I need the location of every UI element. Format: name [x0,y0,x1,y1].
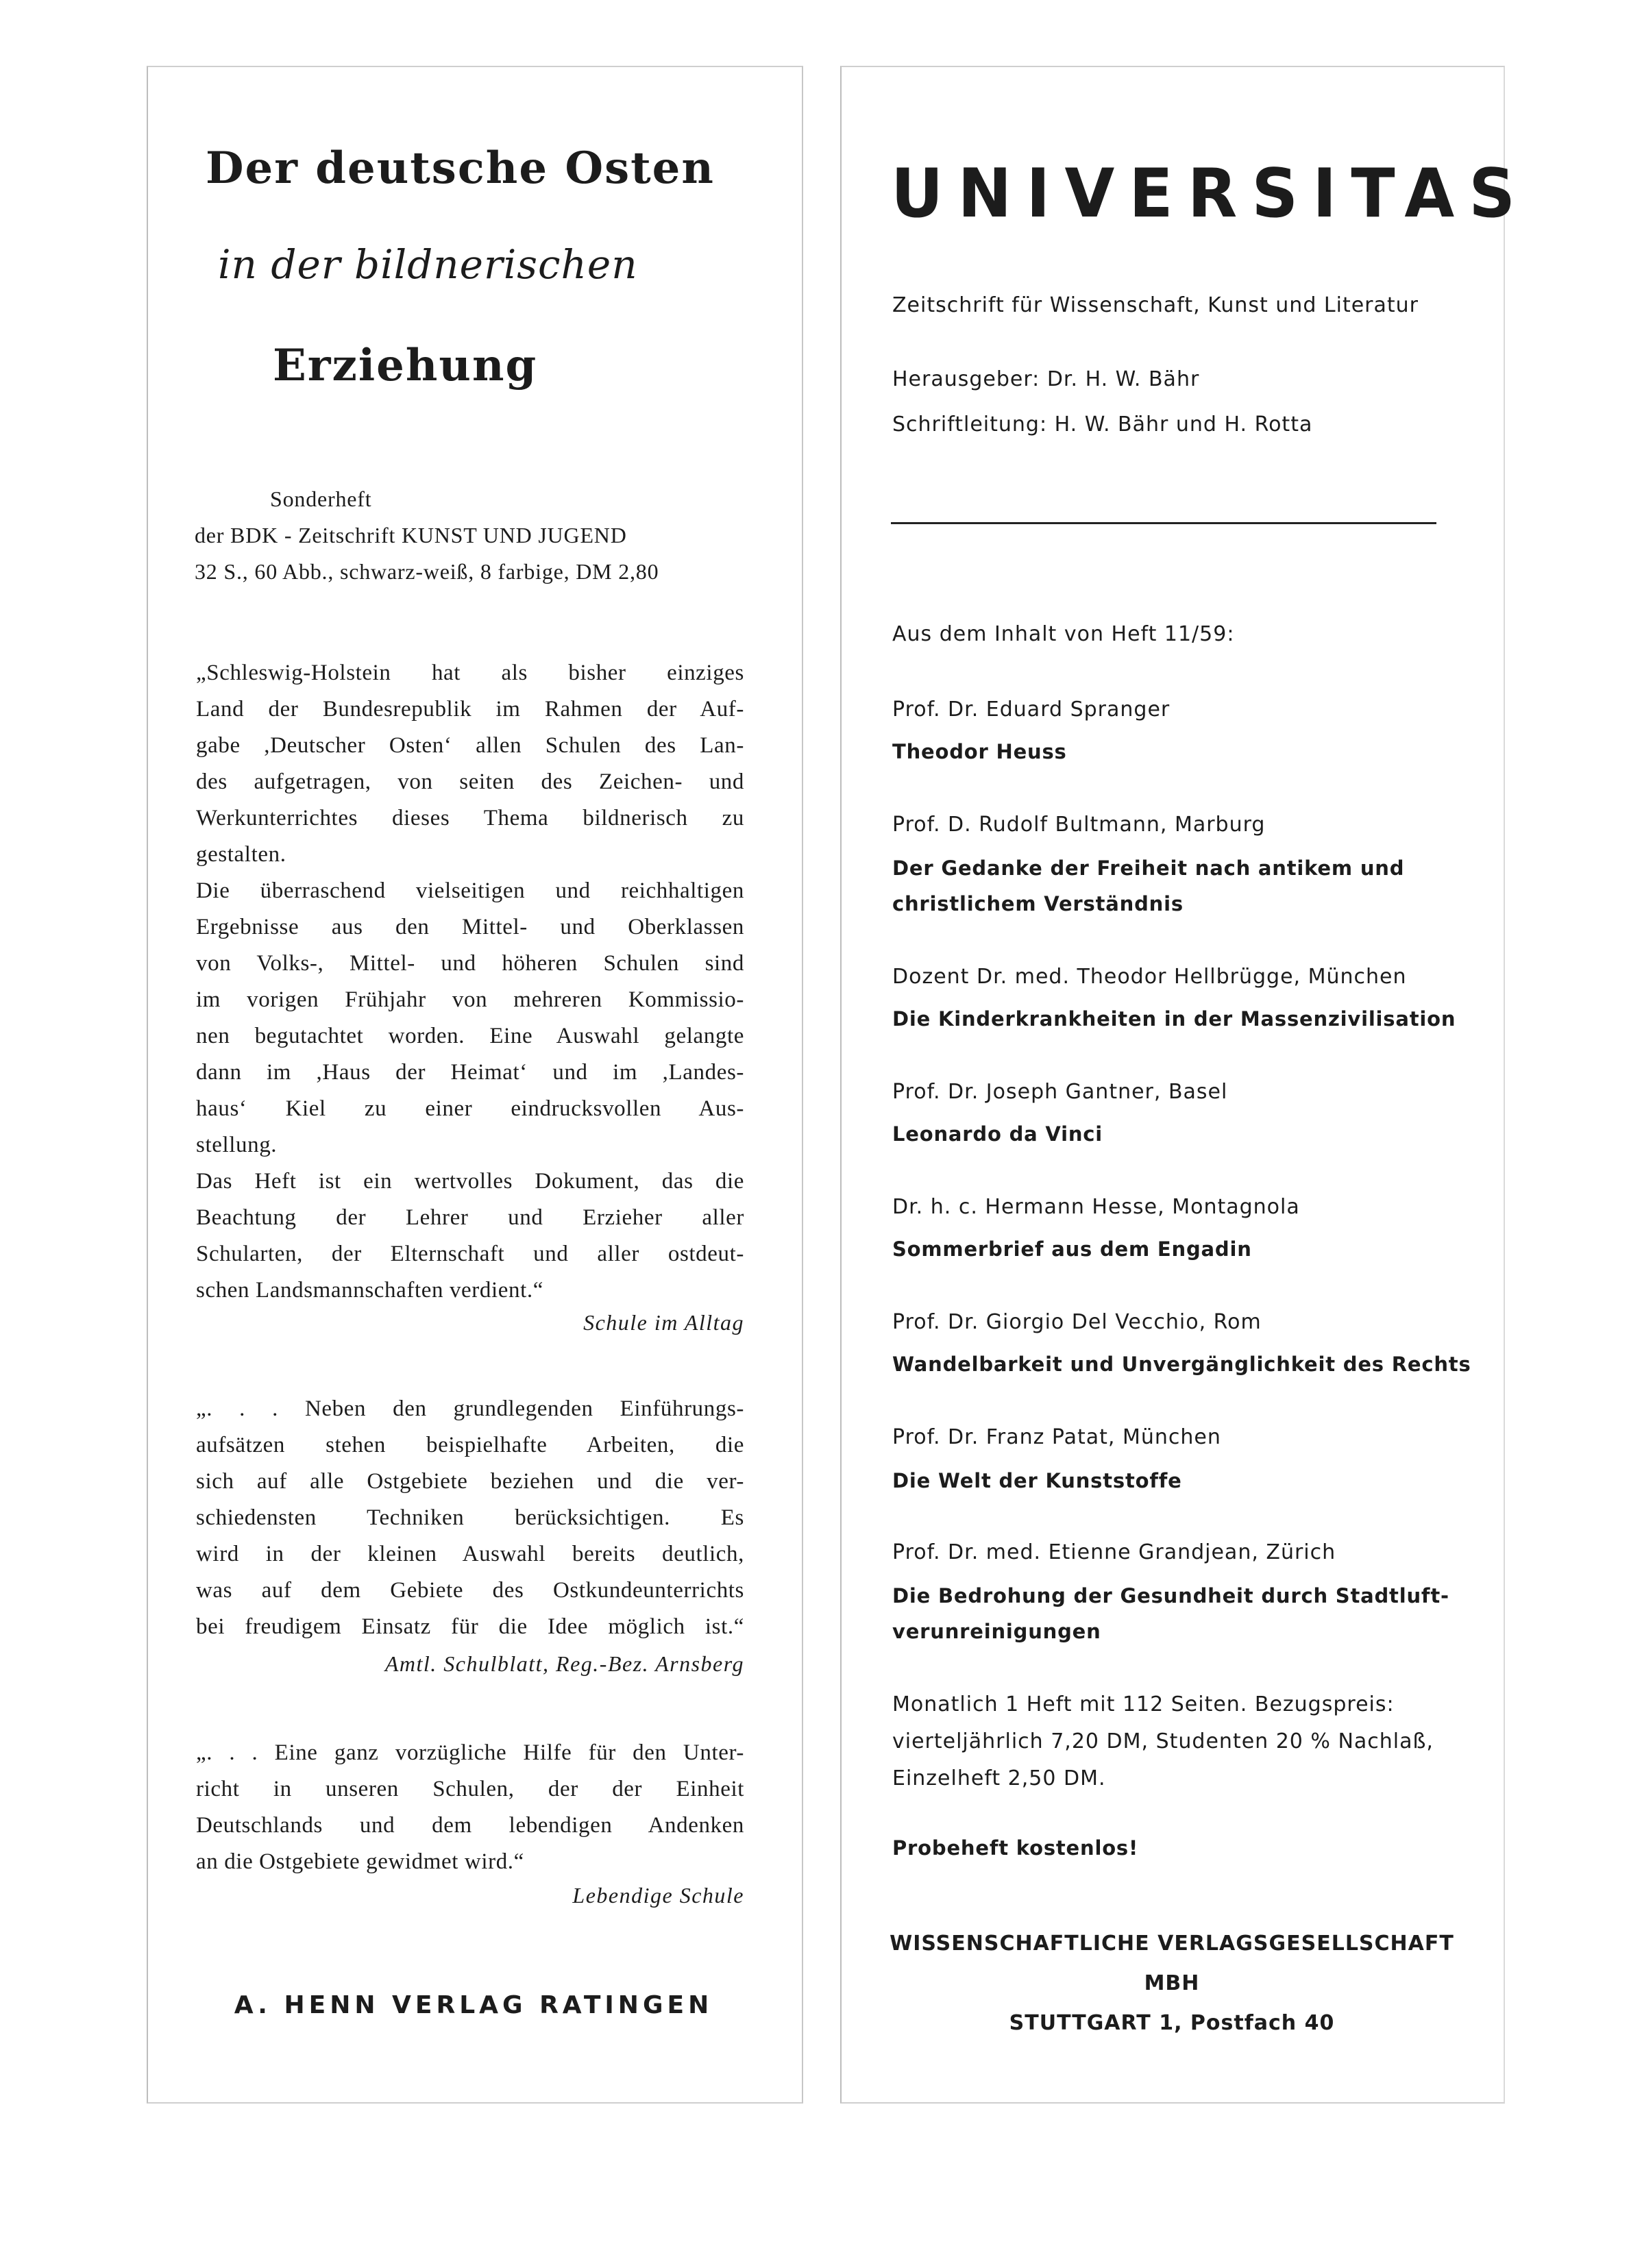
left-title-line2: in der bildnerischen [218,241,638,288]
free-sample-note: Probeheft kostenlos! [892,1836,1139,1860]
entry-author: Prof. D. Rudolf Bultmann, Marburg [892,813,1266,837]
info-line: der BDK - Zeitschrift KUNST UND JUGEND [195,523,627,547]
quote-line: gabe ,Deutscher Osten‘ allen Schulen des Lan- [196,733,744,758]
quote-line: „Schleswig-Holstein hat als bisher einziges [196,661,744,685]
entry-title: Der Gedanke der Freiheit nach antikem und [892,856,1405,880]
entry-author: Prof. Dr. Franz Patat, München [892,1425,1221,1449]
contents-heading: Aus dem Inhalt von Heft 11/59: [892,622,1235,646]
quote-line: stellung. [196,1133,278,1157]
info-line: Sonderheft [270,486,372,511]
quote2-source: Amtl. Schulblatt, Reg.-Bez. Arnsberg [384,1651,744,1676]
quote-line: Ergebnisse aus den Mittel- und Oberklassen [196,915,744,939]
entry-title: verunreinigungen [892,1620,1101,1643]
quote-line: gestalten. [196,842,286,867]
quote-line: haus‘ Kiel zu einer eindrucksvollen Aus- [196,1096,744,1121]
quote-line: schiedensten Techniken berücksichtigen. Es [196,1505,744,1530]
left-issue-info [195,481,743,590]
management-line: Schriftleitung: H. W. Bähr und H. Rotta [892,412,1313,436]
quote-line: von Volks-, Mittel- und höheren Schulen sind [196,951,744,976]
entry-author: Prof. Dr. med. Etienne Grandjean, Zürich [892,1540,1336,1564]
quote-line: des aufgetragen, von seiten des Zeichen- und [196,769,744,794]
quote-line: Land der Bundesrepublik im Rahmen der Auf- [196,697,744,722]
quote3-source: Lebendige Schule [572,1883,744,1908]
publisher-line: MBH [1144,1971,1200,1995]
quote-schule-im-alltag [196,655,744,1309]
entry-title: Die Welt der Kunststoffe [892,1469,1182,1492]
universitas-masthead: UNIVERSITAS [891,155,1530,233]
info-line: 32 S., 60 Abb., schwarz-weiß, 8 farbige, DM 2,80 [195,559,659,584]
entry-author: Dozent Dr. med. Theodor Hellbrügge, München [892,965,1407,989]
left-title-line3: Erziehung [273,340,538,391]
magazine-subtitle: Zeitschrift für Wissenschaft, Kunst und Literatur [892,293,1419,317]
entry-author: Prof. Dr. Giorgio Del Vecchio, Rom [892,1310,1262,1334]
quote-line: Werkunterrichtes dieses Thema bildnerisch zu [196,806,744,830]
quote-line: dann im ,Haus der Heimat‘ und im ,Landes- [196,1060,744,1085]
left-title-line1: Der deutsche Osten [206,143,715,194]
publisher-line: STUTTGART 1, Postfach 40 [1009,2011,1335,2035]
entry-title: Sommerbrief aus dem Engadin [892,1237,1252,1261]
quote-line: was auf dem Gebiete des Ostkundeunterrichts [196,1578,744,1603]
quote-line: an die Ostgebiete gewidmet wird.“ [196,1849,524,1874]
entry-title: Die Kinderkrankheiten in der Massenzivilisation [892,1007,1456,1031]
quote-line: nen begutachtet worden. Eine Auswahl gelangte [196,1024,744,1048]
pricing-line: Einzelheft 2,50 DM. [892,1766,1106,1790]
quote-line: „. . . Eine ganz vorzügliche Hilfe für den Unter- [196,1740,744,1765]
quote1-source: Schule im Alltag [583,1310,744,1335]
entry-title: christlichem Verständnis [892,892,1184,915]
quote-line: Die überraschend vielseitigen und reichhaltigen [196,878,744,903]
quote-line: Deutschlands und dem lebendigen Andenken [196,1813,744,1838]
entry-title: Theodor Heuss [892,740,1067,763]
quote-line: im vorigen Frühjahr von mehreren Kommissio- [196,987,744,1012]
quote-line: wird in der kleinen Auswahl bereits deutlich, [196,1542,744,1566]
quote-line: aufsätzen stehen beispielhafte Arbeiten, die [196,1433,744,1457]
quote-lebendige-schule [196,1735,744,1880]
pricing-line: vierteljährlich 7,20 DM, Studenten 20 % Nachlaß, [892,1729,1434,1753]
editor-line: Herausgeber: Dr. H. W. Bähr [892,367,1200,391]
entry-author: Dr. h. c. Hermann Hesse, Montagnola [892,1195,1300,1219]
entry-author: Prof. Dr. Eduard Spranger [892,698,1171,722]
quote-line: „. . . Neben den grundlegenden Einführungs- [196,1396,744,1421]
entry-author: Prof. Dr. Joseph Gantner, Basel [892,1080,1228,1104]
quote-amtl-schulblatt [196,1391,744,1645]
entry-title: Wandelbarkeit und Unvergänglichkeit des Rechts [892,1353,1471,1376]
entry-title: Leonardo da Vinci [892,1122,1103,1146]
right-publisher [842,1924,1502,2043]
entry-title: Die Bedrohung der Gesundheit durch Stadtluft- [892,1584,1449,1607]
quote-line: sich auf alle Ostgebiete beziehen und die ver- [196,1469,744,1494]
quote-line: richt in unseren Schulen, der der Einheit [196,1777,744,1801]
publisher-line: WISSENSCHAFTLICHE VERLAGSGESELLSCHAFT [890,1932,1454,1956]
quote-line: bei freudigem Einsatz für die Idee möglich ist.“ [196,1614,744,1639]
pricing-line: Monatlich 1 Heft mit 112 Seiten. Bezugspreis: [892,1692,1395,1716]
left-publisher: A. HENN VERLAG RATINGEN [234,1991,713,2019]
quote-line: Das Heft ist ein wertvolles Dokument, das die [196,1169,744,1194]
horizontal-rule [891,522,1436,524]
quote-line: Schularten, der Elternschaft und aller ostdeut- [196,1242,744,1266]
quote-line: Beachtung der Lehrer und Erzieher aller [196,1205,744,1230]
quote-line: schen Landsmannschaften verdient.“ [196,1278,543,1303]
